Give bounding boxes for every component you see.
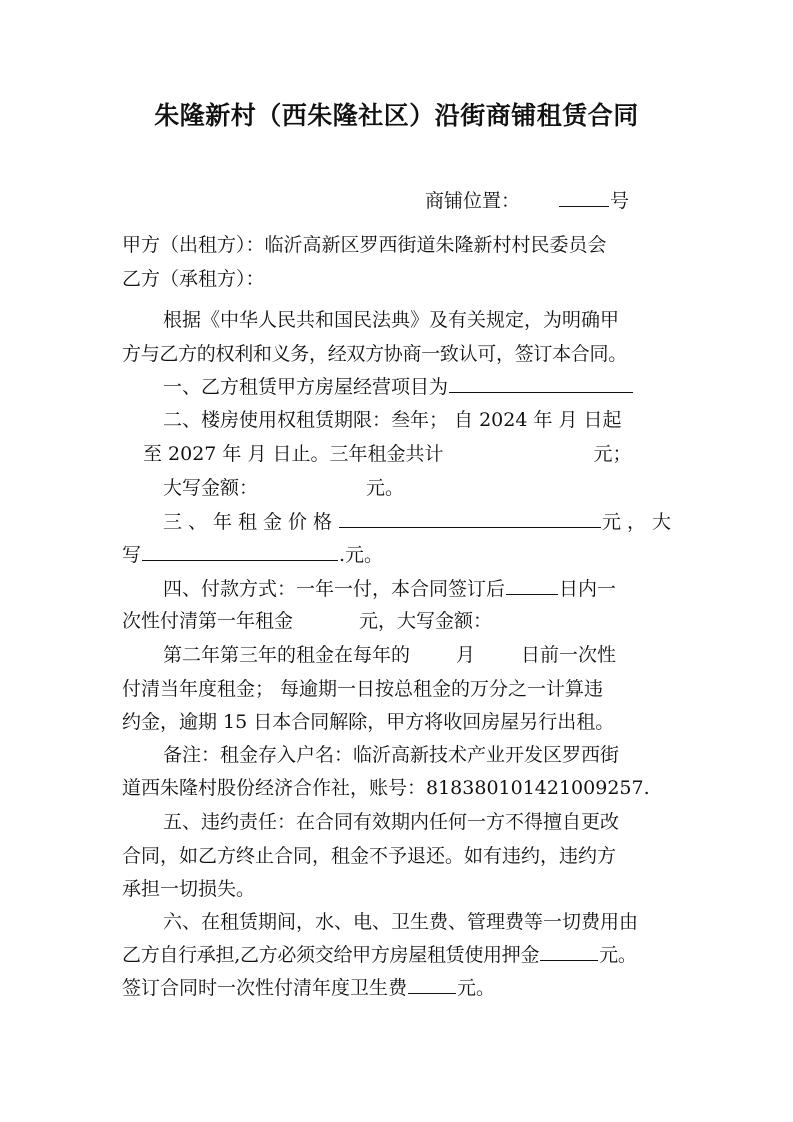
clause-4-first-year-text: 次性付清第一年租金 xyxy=(122,610,294,632)
clause-6-sanitation-text: 签订合同时一次性付清年度卫生费 xyxy=(122,977,408,999)
shop-number-blank xyxy=(559,188,609,207)
party-a-line: 甲方（出租方）：临沂高新区罗西街道朱隆新村村民委员会 xyxy=(122,234,607,256)
clause-4-line-1 xyxy=(163,576,616,602)
party-b-line: 乙方（承租方）： xyxy=(122,268,265,290)
clause-4-para-2-month: 月 xyxy=(456,644,476,666)
preamble-line-1: 根据《中华人民共和国民法典》及有关规定，为明确甲 xyxy=(163,309,620,331)
annual-rent-blank xyxy=(339,509,601,528)
clause-2-capital-label: 大写金额： xyxy=(163,477,259,499)
clause-4-capital-text: 元，大写金额： xyxy=(359,610,493,632)
clause-2-capital-suffix: 元。 xyxy=(366,477,405,499)
clause-3-line-2-suffix: .元。 xyxy=(339,544,384,566)
clause-4-para-2-line-1 xyxy=(163,642,616,668)
sanitation-fee-blank xyxy=(408,975,456,994)
clause-1-line xyxy=(163,374,634,400)
clause-2-line-2 xyxy=(143,441,632,467)
clause-2-capital-line xyxy=(163,475,404,501)
clause-4-para-2-line-3: 约金，逾期 15 日本合同解除，甲方将收回房屋另行出租。 xyxy=(122,711,615,733)
clause-5-line-1: 五、违约责任：在合同有效期内任何一方不得擅自更改 xyxy=(163,811,620,833)
shop-location-label: 商铺位置： xyxy=(425,190,521,212)
clause-5-line-3: 承担一切损失。 xyxy=(122,878,256,900)
clause-6-line-1: 六、在租赁期间，水、电、卫生费、管理费等一切费用由 xyxy=(163,911,639,933)
clause-3-line-1 xyxy=(163,509,677,535)
clause-6-line-3 xyxy=(122,975,495,1001)
business-item-blank xyxy=(449,374,633,393)
shop-location-line xyxy=(425,188,629,214)
clause-4-text-b: 日内一 xyxy=(559,578,617,600)
clause-3-line-2 xyxy=(122,542,383,568)
clause-4-para-2-text-a: 第二年第三年的租金在每年的 xyxy=(163,644,411,666)
clause-3-label: 三、年租金价格 xyxy=(163,511,339,533)
days-blank xyxy=(506,576,558,595)
clause-5-line-2: 合同，如乙方终止合同，租金不予退还。如有违约，违约方 xyxy=(122,845,617,867)
preamble-line-2: 方与乙方的权利和义务，经双方协商一致认可，签订本合同。 xyxy=(122,343,627,365)
clause-3-suffix: 元，大 xyxy=(602,511,678,533)
clause-4-text-a: 四、付款方式：一年一付，本合同签订后 xyxy=(163,578,506,600)
clause-1-text: 一、乙方租赁甲方房屋经营项目为 xyxy=(163,376,449,398)
clause-2-total-suffix: 元； xyxy=(593,443,632,465)
shop-location-suffix: 号 xyxy=(610,190,630,212)
clause-4-line-2 xyxy=(122,608,492,634)
clause-6-line-2 xyxy=(122,942,637,968)
clause-6-deposit-suffix: 元。 xyxy=(599,944,637,966)
deposit-blank xyxy=(540,942,598,961)
note-line-1: 备注：租金存入户名：临沂高新技术产业开发区罗西街 xyxy=(163,744,620,766)
clause-4-para-2-line-2: 付清当年度租金； 每逾期一日按总租金的万分之一计算违 xyxy=(122,678,604,700)
note-line-2: 道西朱隆村股份经济合作社，账号：818380101421009257. xyxy=(122,777,650,799)
clause-6-deposit-text: 乙方自行承担,乙方必须交给甲方房屋租赁使用押金 xyxy=(122,944,540,966)
clause-2-line-1: 二、楼房使用权租赁期限：叁年； 自 2024 年 月 日起 xyxy=(163,409,622,431)
clause-4-para-2-text-c: 日前一次性 xyxy=(521,644,617,666)
clause-3-line-2-prefix: 写 xyxy=(122,544,142,566)
document-title: 朱隆新村（西朱隆社区）沿街商铺租赁合同 xyxy=(154,101,639,130)
annual-rent-capital-blank xyxy=(142,542,338,561)
clause-6-sanitation-suffix: 元。 xyxy=(457,977,496,999)
clause-2-total-text: 至 2027 年 月 日止。三年租金共计 xyxy=(143,443,444,465)
